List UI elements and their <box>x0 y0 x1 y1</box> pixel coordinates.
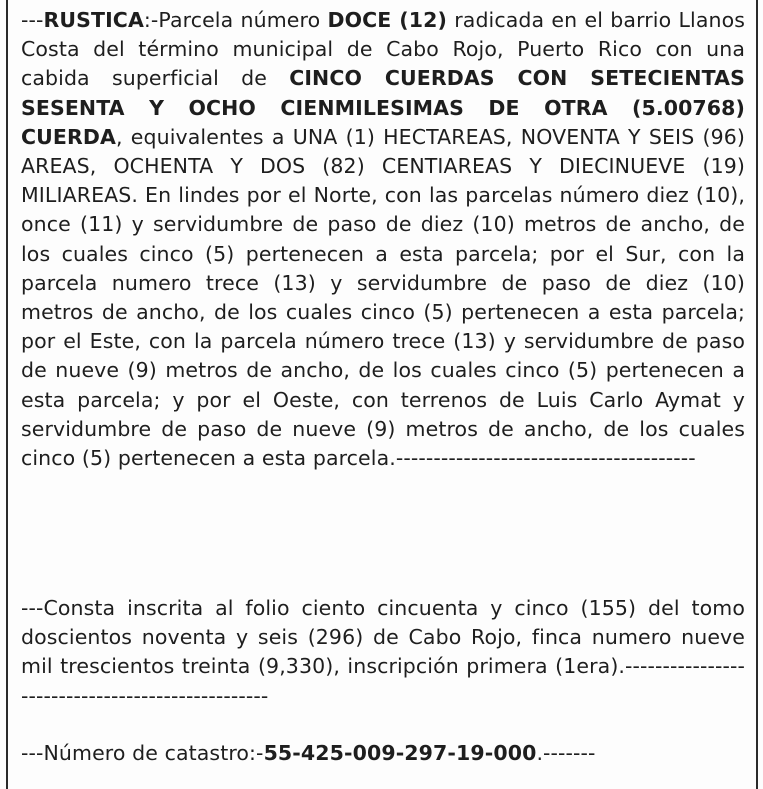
boundaries-text: , equivalentes a UNA (1) HECTAREAS, NOVENTA Y SEIS (96) AREAS, OCHENTA Y DOS (82) CENTIAREAS Y DIECINUEVE (19) MILIAREAS. En lindes por el Norte, con las parcelas número diez (10), once (11) y servidumbre de paso de diez (10) metros de ancho, de los cuales cinco (5) pertenecen a esta parcela; por el Sur, con la parcela numero trece (13) y servidumbre de paso de diez (10) metros de ancho, de los cuales cinco (5) pertenecen a esta parcela; por el Este, con la parcela número trece (13) y servidumbre de paso de nueve (9) metros de ancho, de los cuales cinco (5) pertenecen a esta parcela; y por el Oeste, con terrenos de Luis Carlo Aymat y servidumbre de paso de nueve (9) metros de ancho, de los cuales cinco (5) pertenecen a esta parcela.---------------------------------------- <box>21 124 745 471</box>
location-text: radicada en el barrio Llanos Costa del término municipal de Cabo Rojo, Puerto Rico con una cabida superficial de <box>21 8 745 91</box>
cadastre-label: ---Número de catastro:- <box>21 741 264 765</box>
right-margin-rule <box>756 0 758 789</box>
cadastre-trailer: .------- <box>536 741 596 765</box>
registry-paragraph <box>21 594 745 711</box>
cadastre-number: 55-425-009-297-19-000 <box>263 741 537 765</box>
parcel-intro-text: :-Parcela número <box>143 8 328 32</box>
cadastre-paragraph <box>21 739 745 768</box>
left-margin-rule <box>6 0 8 789</box>
dash-prefix: --- <box>21 8 44 32</box>
registry-text: ---Consta inscrita al folio ciento cincuenta y cinco (155) del tomo doscientos noventa y seis (296) de Cabo Rojo, finca numero nueve mil trescientos treinta (9,330), inscripción primera (1era).------------------------------------------------- <box>21 596 745 708</box>
parcel-area: CINCO CUERDAS CON SETECIENTAS SESENTA Y OCHO CIENMILESIMAS DE OTRA (5.00768) CUERDA <box>21 66 745 149</box>
property-description-paragraph <box>21 6 745 473</box>
parcel-number: DOCE (12) <box>327 8 447 32</box>
rustica-heading: RUSTICA <box>43 8 144 32</box>
